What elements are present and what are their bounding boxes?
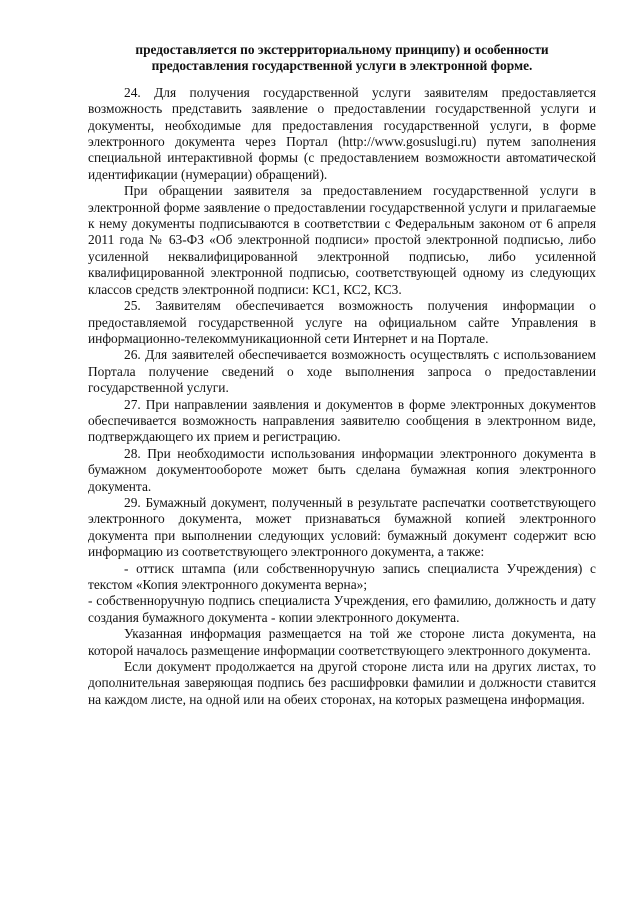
list-item-signature: - собственноручную подпись специалиста Учреждения, его фамилию, должность и дату создания бумажного документа - копии электронного документа.	[88, 593, 596, 625]
paragraph-27: 27. При направлении заявления и документов в форме электронных документов обеспечивается возможность направления заявителю сообщения в электронном виде, подтверждающего их прием и регистрацию.	[88, 396, 596, 445]
list-item-stamp: - оттиск штампа (или собственноручную запись специалиста Учреждения) с текстом «Копия электронного документа верна»;	[88, 560, 596, 592]
paragraph-placement-info: Указанная информация размещается на той же стороне листа документа, на которой началось размещение информации соответствующего электронного документа.	[88, 626, 596, 658]
paragraph-24: 24. Для получения государственной услуги заявителям предоставляется возможность представить заявление о предоставлении государственной услуги и документы, необходимые для предоставления государственной услуги, в форме электронного документа через Портал (http://www.gosuslugi.ru) путем заполнения специальной интерактивной формы (с предоставлением возможности автоматической идентификации (нумерации) обращений).	[88, 84, 596, 182]
paragraph-28: 28. При необходимости использования информации электронного документа в бумажном документообороте может быть сделана бумажная копия электронного документа.	[88, 445, 596, 494]
paragraph-continuation-info: Если документ продолжается на другой стороне листа или на других листах, то дополнительная заверяющая подпись без расшифровки фамилии и должности ставится на каждом листе, на одной или на обеих сторонах, на которых размещена информация.	[88, 659, 596, 707]
paragraph-signature-requirements: При обращении заявителя за предоставлением государственной услуги в электронной форме заявление о предоставлении государственной услуги и прилагаемые к нему документы подписываются в соответствии с Федеральным законом от 6 апреля 2011 года № 63-ФЗ «Об электронной подписи» простой электронной подписью, либо усиленной неквалифицированной электронной подписью, либо усиленной квалифицированной электронной подписью, соответствующей одному из следующих классов средств электронной подписи: КС1, КС2, КС3.	[88, 183, 596, 297]
paragraph-26: 26. Для заявителей обеспечивается возможность осуществлять с использованием Портала получение сведений о ходе выполнения запроса о предоставлении государственной услуги.	[88, 347, 596, 396]
paragraph-25: 25. Заявителям обеспечивается возможность получения информации о предоставляемой государственной услуге на официальном сайте Управления в информационно-телекоммуникационной сети Интернет и на Портале.	[88, 298, 596, 346]
heading-line-1: предоставляется по экстерриториальному принципу) и особенности	[135, 42, 549, 57]
paragraph-29: 29. Бумажный документ, полученный в результате распечатки соответствующего электронного документа, может признаваться бумажной копией электронного документа при выполнении следующих условий: бумажный документ содержит всю информацию из соответствующего электронного документа, а также:	[88, 494, 596, 560]
heading-line-2: предоставления государственной услуги в электронной форме.	[151, 58, 533, 74]
document-page	[88, 42, 596, 708]
section-heading	[88, 42, 596, 75]
